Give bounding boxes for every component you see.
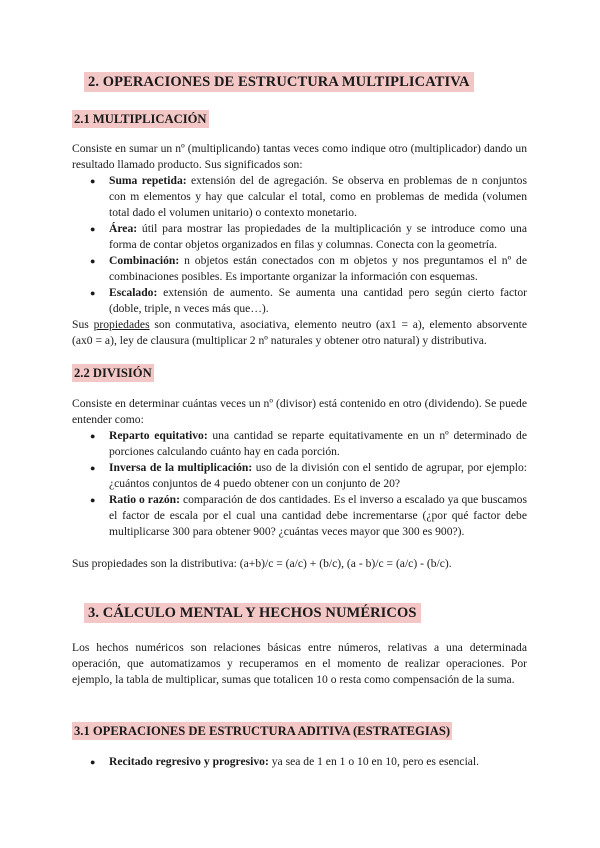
multiplication-meanings-list <box>72 173 527 317</box>
multiplication-heading: 2.1 MULTIPLICACIÓN <box>74 112 207 126</box>
additive-strategies-heading: 3.1 OPERACIONES DE ESTRUCTURA ADITIVA (ESTRATEGIAS) <box>74 724 451 738</box>
bullet-icon: ● <box>90 256 96 266</box>
list-item: ● Escalado: extensión de aumento. Se aumenta una cantidad pero según cierto factor (doble, triple, n veces más que…). <box>90 286 527 315</box>
multiplication-intro: Consiste en sumar un nº (multiplicando) tantas veces como indique otro (multiplicador) dando un resultado llamado producto. Sus significados son: <box>72 142 527 171</box>
bullet-icon: ● <box>90 288 96 298</box>
bullet-icon: ● <box>90 463 96 473</box>
list-item: ● Área: útil para mostrar las propiedades de la multiplicación y se introduce como una forma de contar objetos organizados en filas y columnas. Conecta con la geometría. <box>90 222 527 251</box>
bullet-icon: ● <box>90 176 96 186</box>
division-meanings-list <box>72 428 527 540</box>
division-heading: 2.2 DIVISIÓN <box>74 366 152 380</box>
list-item: ● Ratio o razón: comparación de dos cantidades. Es el inverso a escalado ya que buscamos el factor de escala por el cual una cantidad debe incrementarse (¿por qué factor debe multiplicarse 300 para obtener 900? ¿cuántas veces mayor que 300 es 900?). <box>90 493 527 538</box>
bullet-icon: ● <box>90 495 96 505</box>
list-item: ● Reparto equitativo: una cantidad se reparte equitativamente en un nº determinado de porciones calculando cuánto hay en cada porción. <box>90 429 527 458</box>
bullet-icon: ● <box>90 757 96 767</box>
bullet-icon: ● <box>90 224 96 234</box>
list-item: ● Combinación: n objetos están conectados con m objetos y nos preguntamos el nº de combinaciones posibles. Es importante organizar la información con esquemas. <box>90 254 527 283</box>
section-3-intro: Los hechos numéricos son relaciones básicas entre números, relativas a una determinada operación, que automatizamos y recuperamos en el momento de realizar operaciones. Por ejemplo, la tabla de multiplicar, sumas que totalicen 10 o resta como compensación de la suma. <box>72 641 527 686</box>
section-2-heading: 2. OPERACIONES DE ESTRUCTURA MULTIPLICATIVA <box>84 72 474 92</box>
section-3-heading: 3. CÁLCULO MENTAL Y HECHOS NUMÉRICOS <box>84 603 421 623</box>
list-item: ● Inversa de la multiplicación: uso de la división con el sentido de agrupar, por ejemplo: ¿cuántos conjuntos de 4 puedo obtener con un conjunto de 20? <box>90 461 527 490</box>
division-intro: Consiste en determinar cuántas veces un nº (divisor) está contenido en otro (dividendo). Se puede entender como: <box>72 397 527 426</box>
additive-strategies-list <box>72 754 527 770</box>
list-item: ● Recitado regresivo y progresivo: ya sea de 1 en 1 o 10 en 10, pero es esencial. <box>90 755 480 768</box>
division-properties: Sus propiedades son la distributiva: (a+b)/c = (a/c) + (b/c), (a - b)/c = (a/c) - (b/c). <box>72 557 452 570</box>
bullet-icon: ● <box>90 431 96 441</box>
list-item: ● Suma repetida: extensión del de agregación. Se observa en problemas de n conjuntos con m elementos y hay que calcular el total, como en problemas de medida (volumen total dado el volumen unitario) o contexto monetario. <box>90 174 527 219</box>
multiplication-properties: Sus propiedades son conmutativa, asociativa, elemento neutro (ax1 = a), elemento absorvente (ax0 = a), ley de clausura (multiplicar 2 nº naturales y obtener otro natural) y distributiva. <box>72 318 527 347</box>
